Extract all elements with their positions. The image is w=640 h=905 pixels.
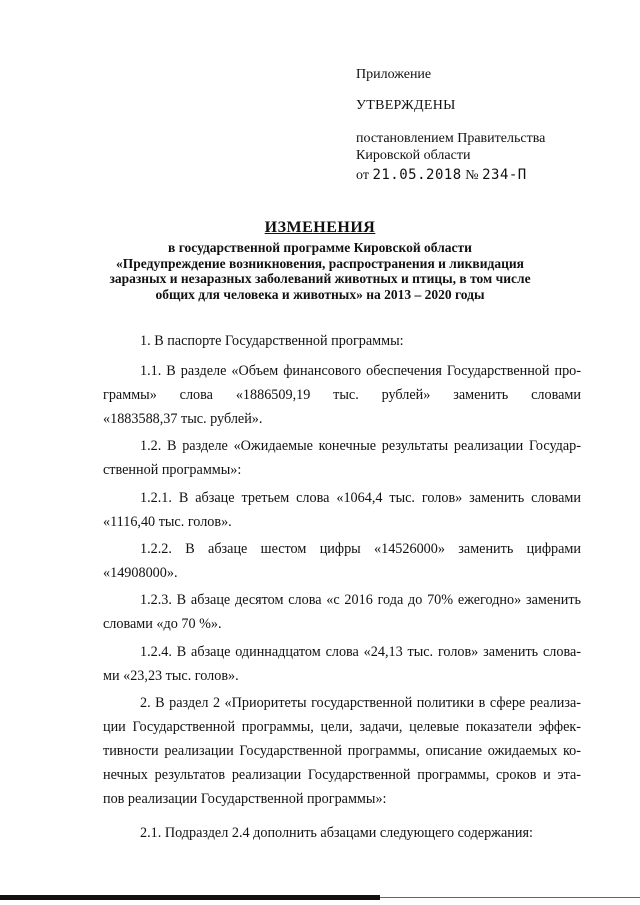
decree-line-2: Кировской области	[356, 148, 471, 163]
paragraph-2: 2. В раздел 2 «Приоритеты государственной политики в сфере реализа- ции Государственной программы, цели, задачи, целевые показатели эффек- тивности реализации Государственной программы, описание ожидаемых ко- нечных результатов реализации Государственной программы, сроков и эта- пов реализации Государственной программы»:	[103, 695, 581, 807]
document-title: ИЗМЕНЕНИЯ	[264, 219, 376, 236]
appendix-label: Приложение	[356, 67, 432, 82]
number-sign: №	[465, 168, 479, 183]
document-subtitle	[0, 240, 640, 302]
paragraph-1: 1. В паспорте Государственной программы:	[140, 333, 404, 349]
paragraph-1-2-4: 1.2.4. В абзаце одиннадцатом слова «24,13 тыс. голов» заменить слова- ми «23,23 тыс. голов».	[103, 644, 581, 684]
scan-edge-line-thin	[380, 897, 640, 898]
paragraph-2-1: 2.1. Подраздел 2.4 дополнить абзацами следующего содержания:	[140, 825, 533, 841]
paragraph-1-2: 1.2. В разделе «Ожидаемые конечные результаты реализации Государ- ственной программы»:	[103, 438, 581, 478]
paragraph-1-2-1: 1.2.1. В абзаце третьем слова «1064,4 тыс. голов» заменить словами «1116,40 тыс. голов».	[103, 490, 581, 530]
subtitle-line: в государственной программе Кировской области	[168, 240, 472, 255]
subtitle-line: общих для человека и животных» на 2013 – 2020 годы	[155, 286, 485, 302]
subtitle-line: заразных и незаразных заболеваний животных и птицы, в том числе	[109, 271, 531, 286]
approved-label: УТВЕРЖДЕНЫ	[356, 98, 456, 113]
paragraph-1-2-2: 1.2.2. В абзаце шестом цифры «14526000» заменить цифрами «14908000».	[103, 541, 581, 581]
handwritten-number: 234-П	[482, 167, 527, 183]
scan-edge-line	[0, 895, 380, 900]
subtitle-line: «Предупреждение возникновения, распространения и ликвидация	[116, 255, 524, 271]
decree-date-line	[356, 166, 527, 185]
paragraph-1-1: 1.1. В разделе «Объем финансового обеспечения Государственной про- граммы» слова «1886509,19 тыс. рублей» заменить словами «1883588,37 тыс. рублей».	[103, 363, 581, 427]
date-prefix: от	[356, 168, 369, 183]
paragraph-1-2-3: 1.2.3. В абзаце десятом слова «с 2016 года до 70% ежегодно» заменить словами «до 70 %».	[103, 592, 581, 632]
decree-line-1: постановлением Правительства	[356, 131, 546, 146]
handwritten-date: 21.05.2018	[372, 167, 462, 183]
